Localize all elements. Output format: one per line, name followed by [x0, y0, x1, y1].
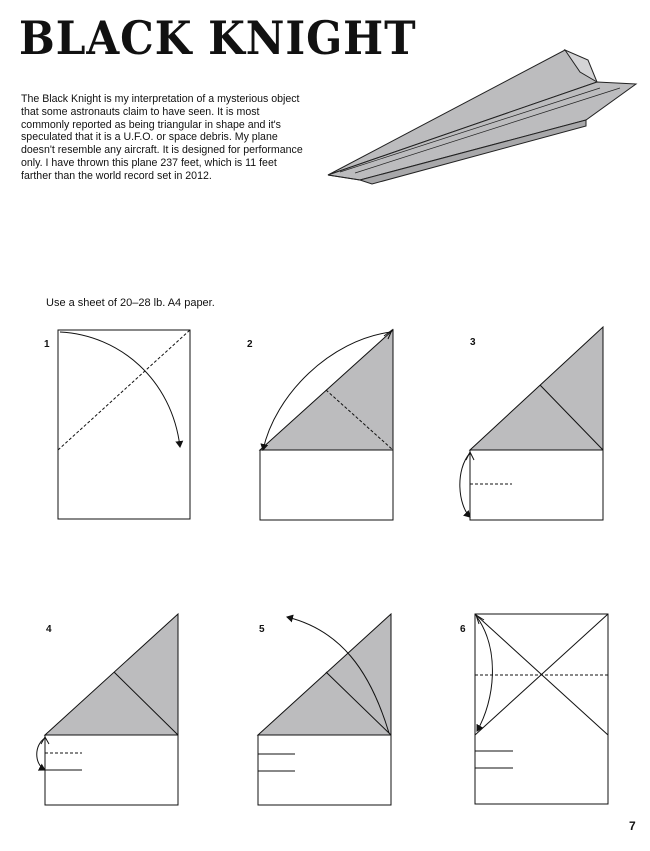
step-4-diagram [37, 614, 178, 805]
step-number-1: 1 [44, 339, 50, 350]
step-number-6: 6 [460, 624, 466, 635]
page-title: BLACK KNIGHT [19, 11, 417, 65]
step-number-3: 3 [470, 337, 476, 348]
step-6-diagram [475, 614, 608, 804]
step-number-4: 4 [46, 624, 52, 635]
step-2-diagram [260, 330, 393, 520]
paper-instruction: Use a sheet of 20–28 lb. A4 paper. [46, 297, 215, 309]
step-number-2: 2 [247, 339, 253, 350]
page-number: 7 [629, 819, 636, 833]
step-3-diagram [460, 327, 603, 520]
step-1-diagram [58, 330, 190, 519]
intro-paragraph: The Black Knight is my interpretation of a mysterious object that some astronauts claim to have seen. It is most commonly reported as being triangular in shape and it's speculated that it is a U.F.O. or space debris. My plane doesn't resemble any aircraft. It is designed for performance only. I have thrown this plane 237 feet, which is 11 feet farther than the world record set in 2012. [21, 93, 303, 182]
step-5-diagram [258, 614, 391, 805]
step-number-5: 5 [259, 624, 265, 635]
